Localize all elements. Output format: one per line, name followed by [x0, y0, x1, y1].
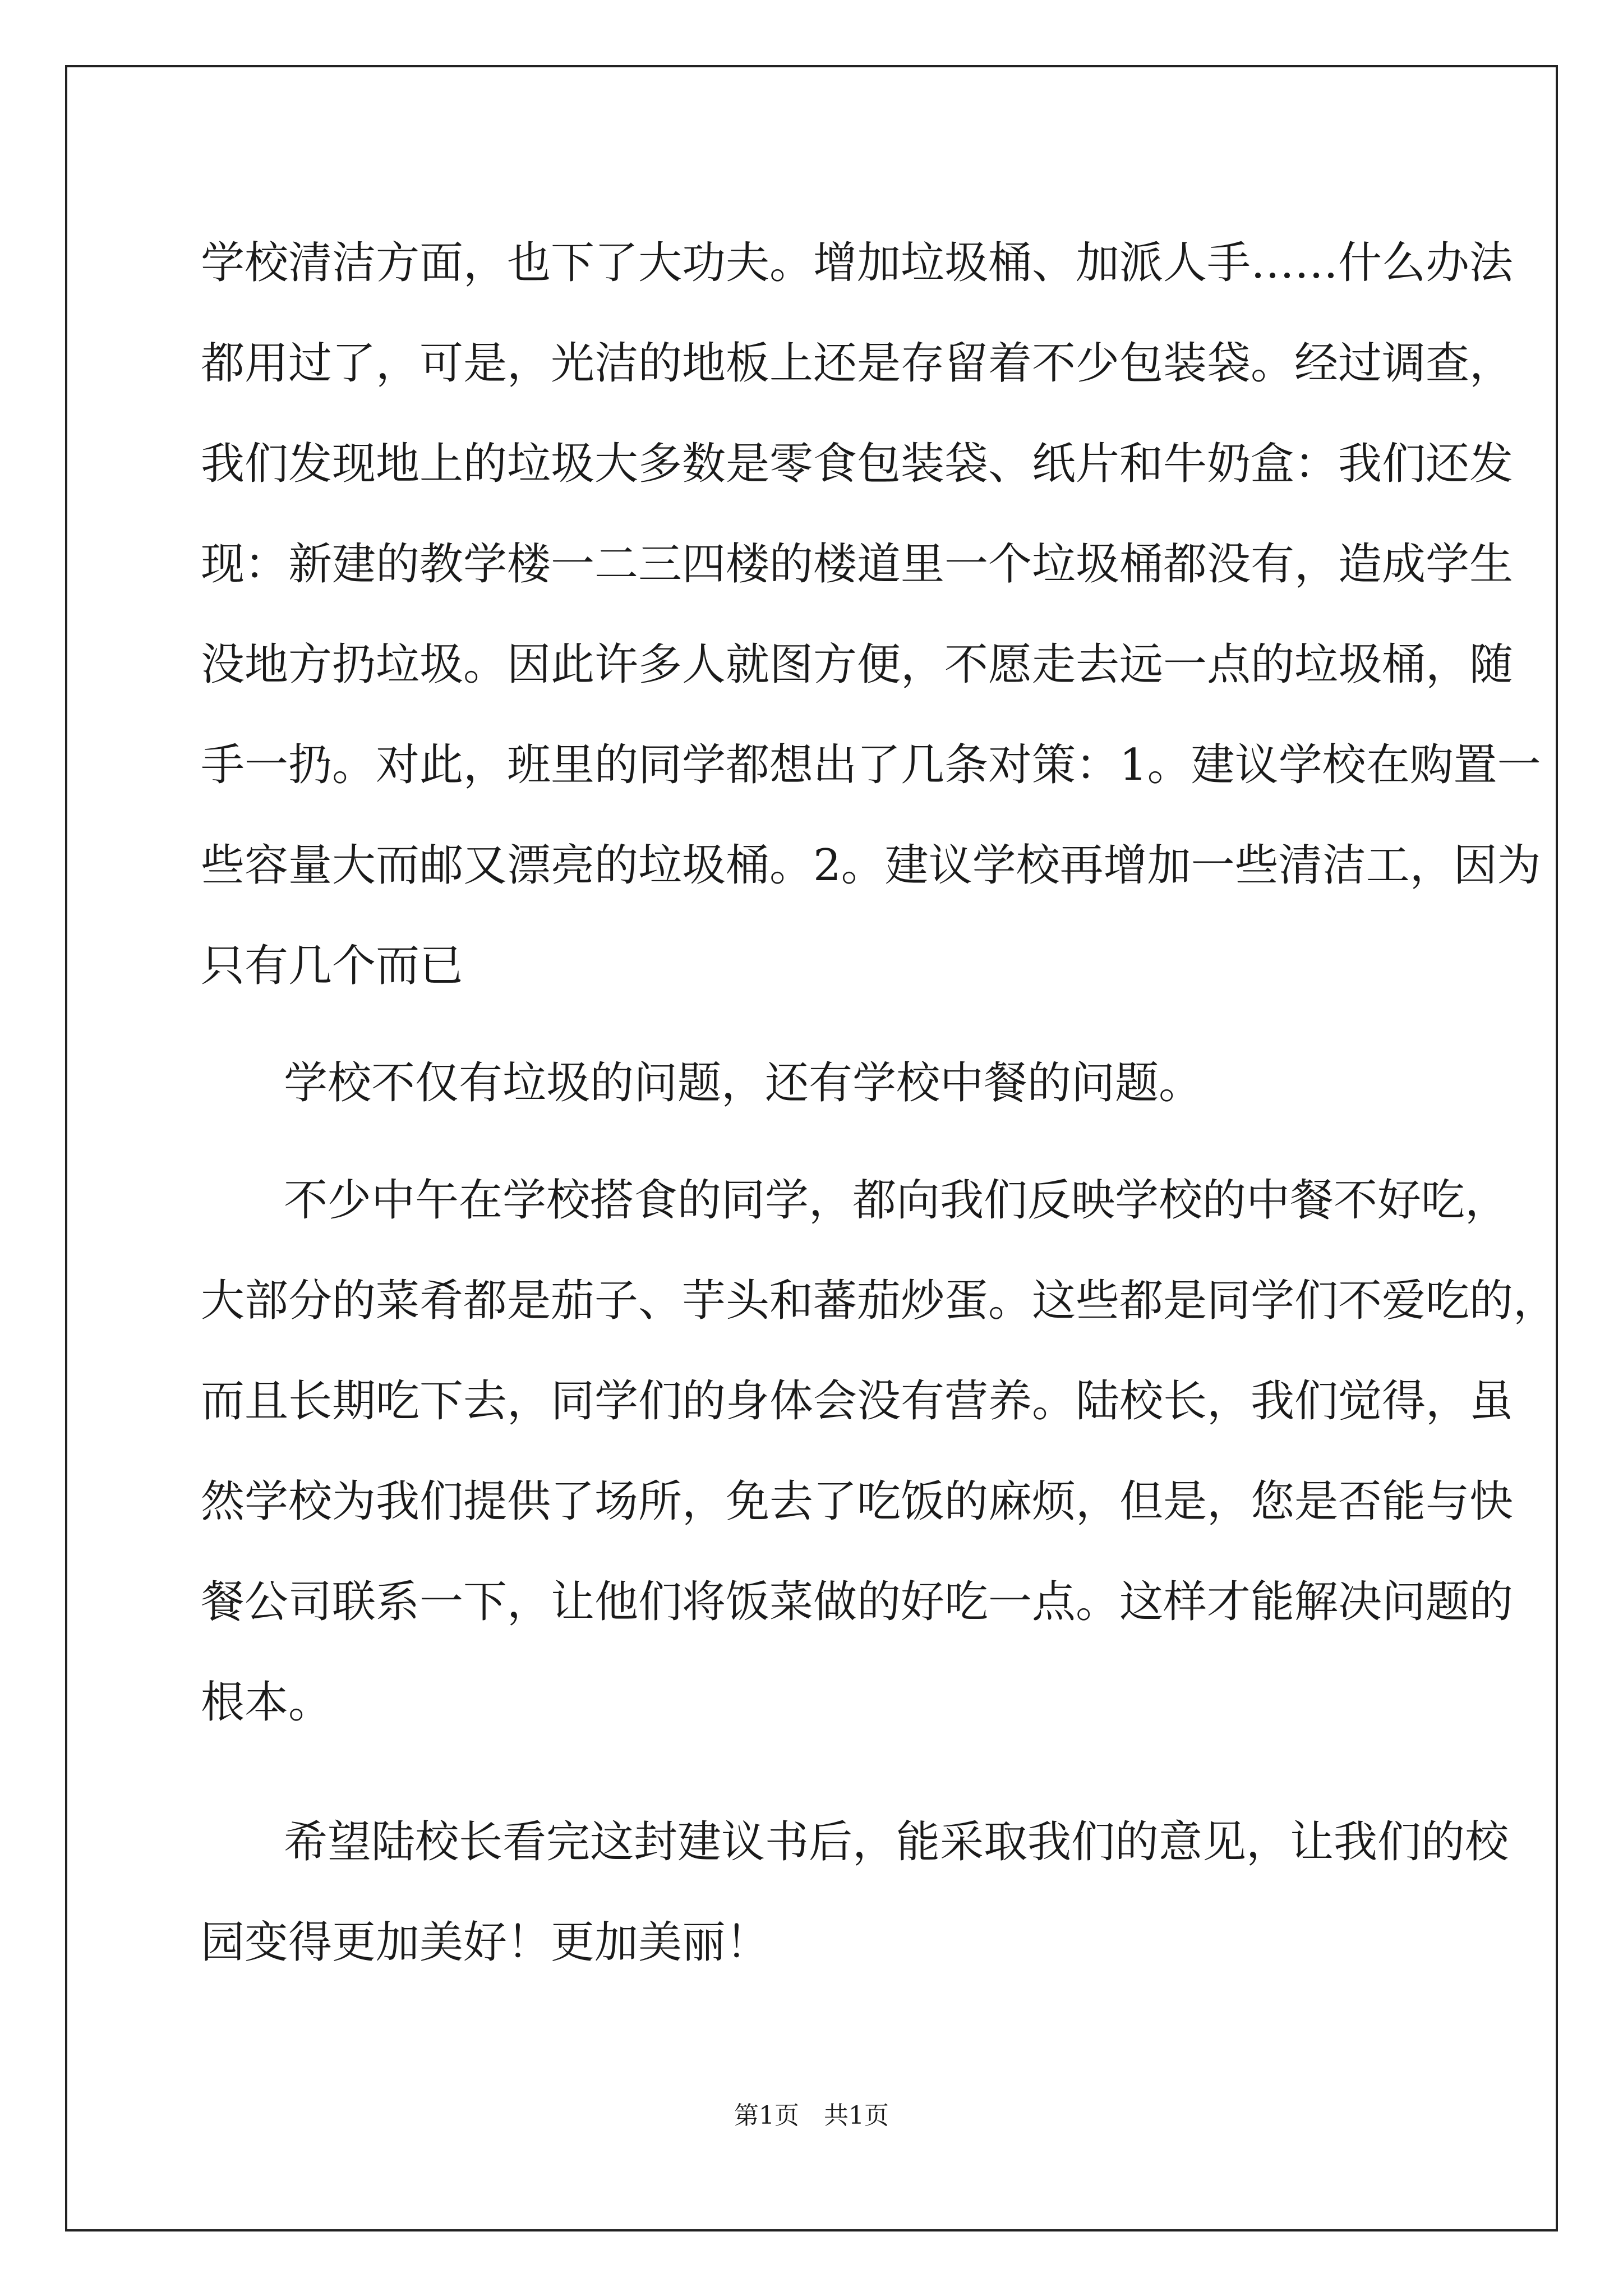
text-line: 园变得更加美好！更加美丽！: [201, 1917, 770, 1968]
text-line: 根本。: [201, 1677, 333, 1728]
page-number-footer: 第1页 共1页: [734, 2101, 889, 2130]
text-line: 都用过了，可是，光洁的地板上还是存留着不少包装袋。经过调查，: [201, 338, 1514, 389]
text-line: 大部分的菜肴都是茄子、芋头和蕃茄炒蛋。这些都是同学们不爱吃的，: [201, 1276, 1557, 1326]
text-line: 而且长期吃下去，同学们的身体会没有营养。陆校长，我们觉得，虽: [201, 1376, 1514, 1427]
text-line: 学校不仅有垃圾的问题，还有学校中餐的问题。: [284, 1058, 1203, 1108]
text-line: 希望陆校长看完这封建议书后，能采取我们的意见，让我们的校: [284, 1817, 1509, 1867]
paragraph-4: [201, 1792, 1509, 1993]
text-line: 没地方扔垃圾。因此许多人就图方便，不愿走去远一点的垃圾桶，随: [201, 639, 1514, 690]
paragraph-1: [201, 213, 1541, 1016]
text-line: 些容量大而邮又漂亮的垃圾桶。2。建议学校再增加一些清洁工，因为: [201, 840, 1541, 891]
text-line: 不少中午在学校搭食的同学，都向我们反映学校的中餐不好吃，: [284, 1175, 1509, 1226]
text-line: 现：新建的教学楼一二三四楼的楼道里一个垃圾桶都没有，造成学生: [201, 539, 1514, 590]
text-line: 学校清洁方面，也下了大功夫。增加垃圾桶、加派人手……什么办法: [201, 238, 1514, 288]
text-line: 我们发现地上的垃圾大多数是零食包装袋、纸片和牛奶盒：我们还发: [201, 439, 1514, 489]
text-line: 然学校为我们提供了场所，免去了吃饭的麻烦，但是，您是否能与快: [201, 1476, 1514, 1527]
text-line: 餐公司联系一下，让他们将饭菜做的好吃一点。这样才能解决问题的: [201, 1577, 1514, 1627]
text-line: 手一扔。对此，班里的同学都想出了几条对策：1。建议学校在购置一: [201, 740, 1541, 790]
document-body: [201, 213, 1557, 1993]
paragraph-spacer: [201, 1016, 1427, 1033]
paragraph-spacer: [201, 1753, 1427, 1792]
text-line: 只有几个而已: [201, 941, 464, 991]
paragraph-spacer: [201, 1134, 1427, 1151]
paragraph-3: [201, 1151, 1557, 1753]
paragraph-2: [201, 1033, 1427, 1134]
